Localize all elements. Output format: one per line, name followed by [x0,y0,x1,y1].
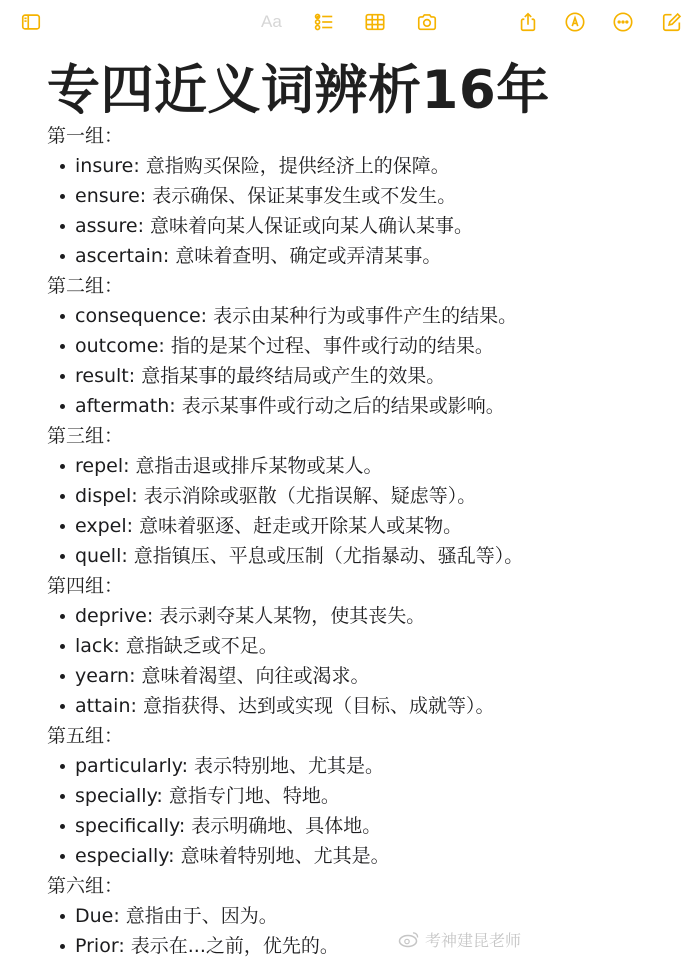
checklist-icon[interactable] [312,10,336,34]
bullet-list [47,301,687,421]
list-item: expel: 意味着驱逐、赶走或开除某人或某物。 [47,511,687,541]
list-item: ascertain: 意味着查明、确定或弄清某事。 [47,241,687,271]
list-item: specially: 意指专门地、特地。 [47,781,687,811]
bullet-list [47,451,687,571]
sidebar-icon[interactable] [19,10,43,34]
format-text-button[interactable]: Aa [261,12,282,31]
list-item: specifically: 表示明确地、具体地。 [47,811,687,841]
group-heading: 第六组： [47,875,124,897]
bullet-list [47,901,687,961]
bullet-list [47,601,687,721]
table-icon[interactable] [363,10,387,34]
share-icon[interactable] [516,10,540,34]
compose-icon[interactable] [660,10,684,34]
list-item: quell: 意指镇压、平息或压制（尤指暴动、骚乱等）。 [47,541,687,571]
camera-icon[interactable] [415,10,439,34]
list-item: particularly: 表示特别地、尤其是。 [47,751,687,781]
list-item: yearn: 意味着渴望、向往或渴求。 [47,661,687,691]
note-title[interactable]: 专四近义词辨析16年 [47,60,550,121]
list-item: Prior: 表示在...之前，优先的。 [47,931,687,961]
list-item: lack: 意指缺乏或不足。 [47,631,687,661]
list-item: dispel: 表示消除或驱散（尤指误解、疑虑等）。 [47,481,687,511]
list-item: consequence: 表示由某种行为或事件产生的结果。 [47,301,687,331]
list-item: outcome: 指的是某个过程、事件或行动的结果。 [47,331,687,361]
bullet-list [47,751,687,871]
group-heading: 第二组： [47,275,124,297]
note-body[interactable] [47,121,687,961]
group-heading: 第四组： [47,575,124,597]
list-item: assure: 意味着向某人保证或向某人确认某事。 [47,211,687,241]
list-item: attain: 意指获得、达到或实现（目标、成就等）。 [47,691,687,721]
list-item: result: 意指某事的最终结局或产生的效果。 [47,361,687,391]
markup-icon[interactable] [563,10,587,34]
list-item: especially: 意味着特别地、尤其是。 [47,841,687,871]
list-item: deprive: 表示剥夺某人某物，使其丧失。 [47,601,687,631]
group-heading: 第五组： [47,725,124,747]
toolbar [0,0,700,44]
watermark: 考神建昆老师 [425,931,522,950]
group-heading: 第一组： [47,125,124,147]
list-item: Due: 意指由于、因为。 [47,901,687,931]
weibo-logo-icon [398,930,420,948]
list-item: ensure: 表示确保、保证某事发生或不发生。 [47,181,687,211]
list-item: insure: 意指购买保险，提供经济上的保障。 [47,151,687,181]
list-item: aftermath: 表示某事件或行动之后的结果或影响。 [47,391,687,421]
list-item: repel: 意指击退或排斥某物或某人。 [47,451,687,481]
more-icon[interactable] [611,10,635,34]
group-heading: 第三组： [47,425,124,447]
bullet-list [47,151,687,271]
